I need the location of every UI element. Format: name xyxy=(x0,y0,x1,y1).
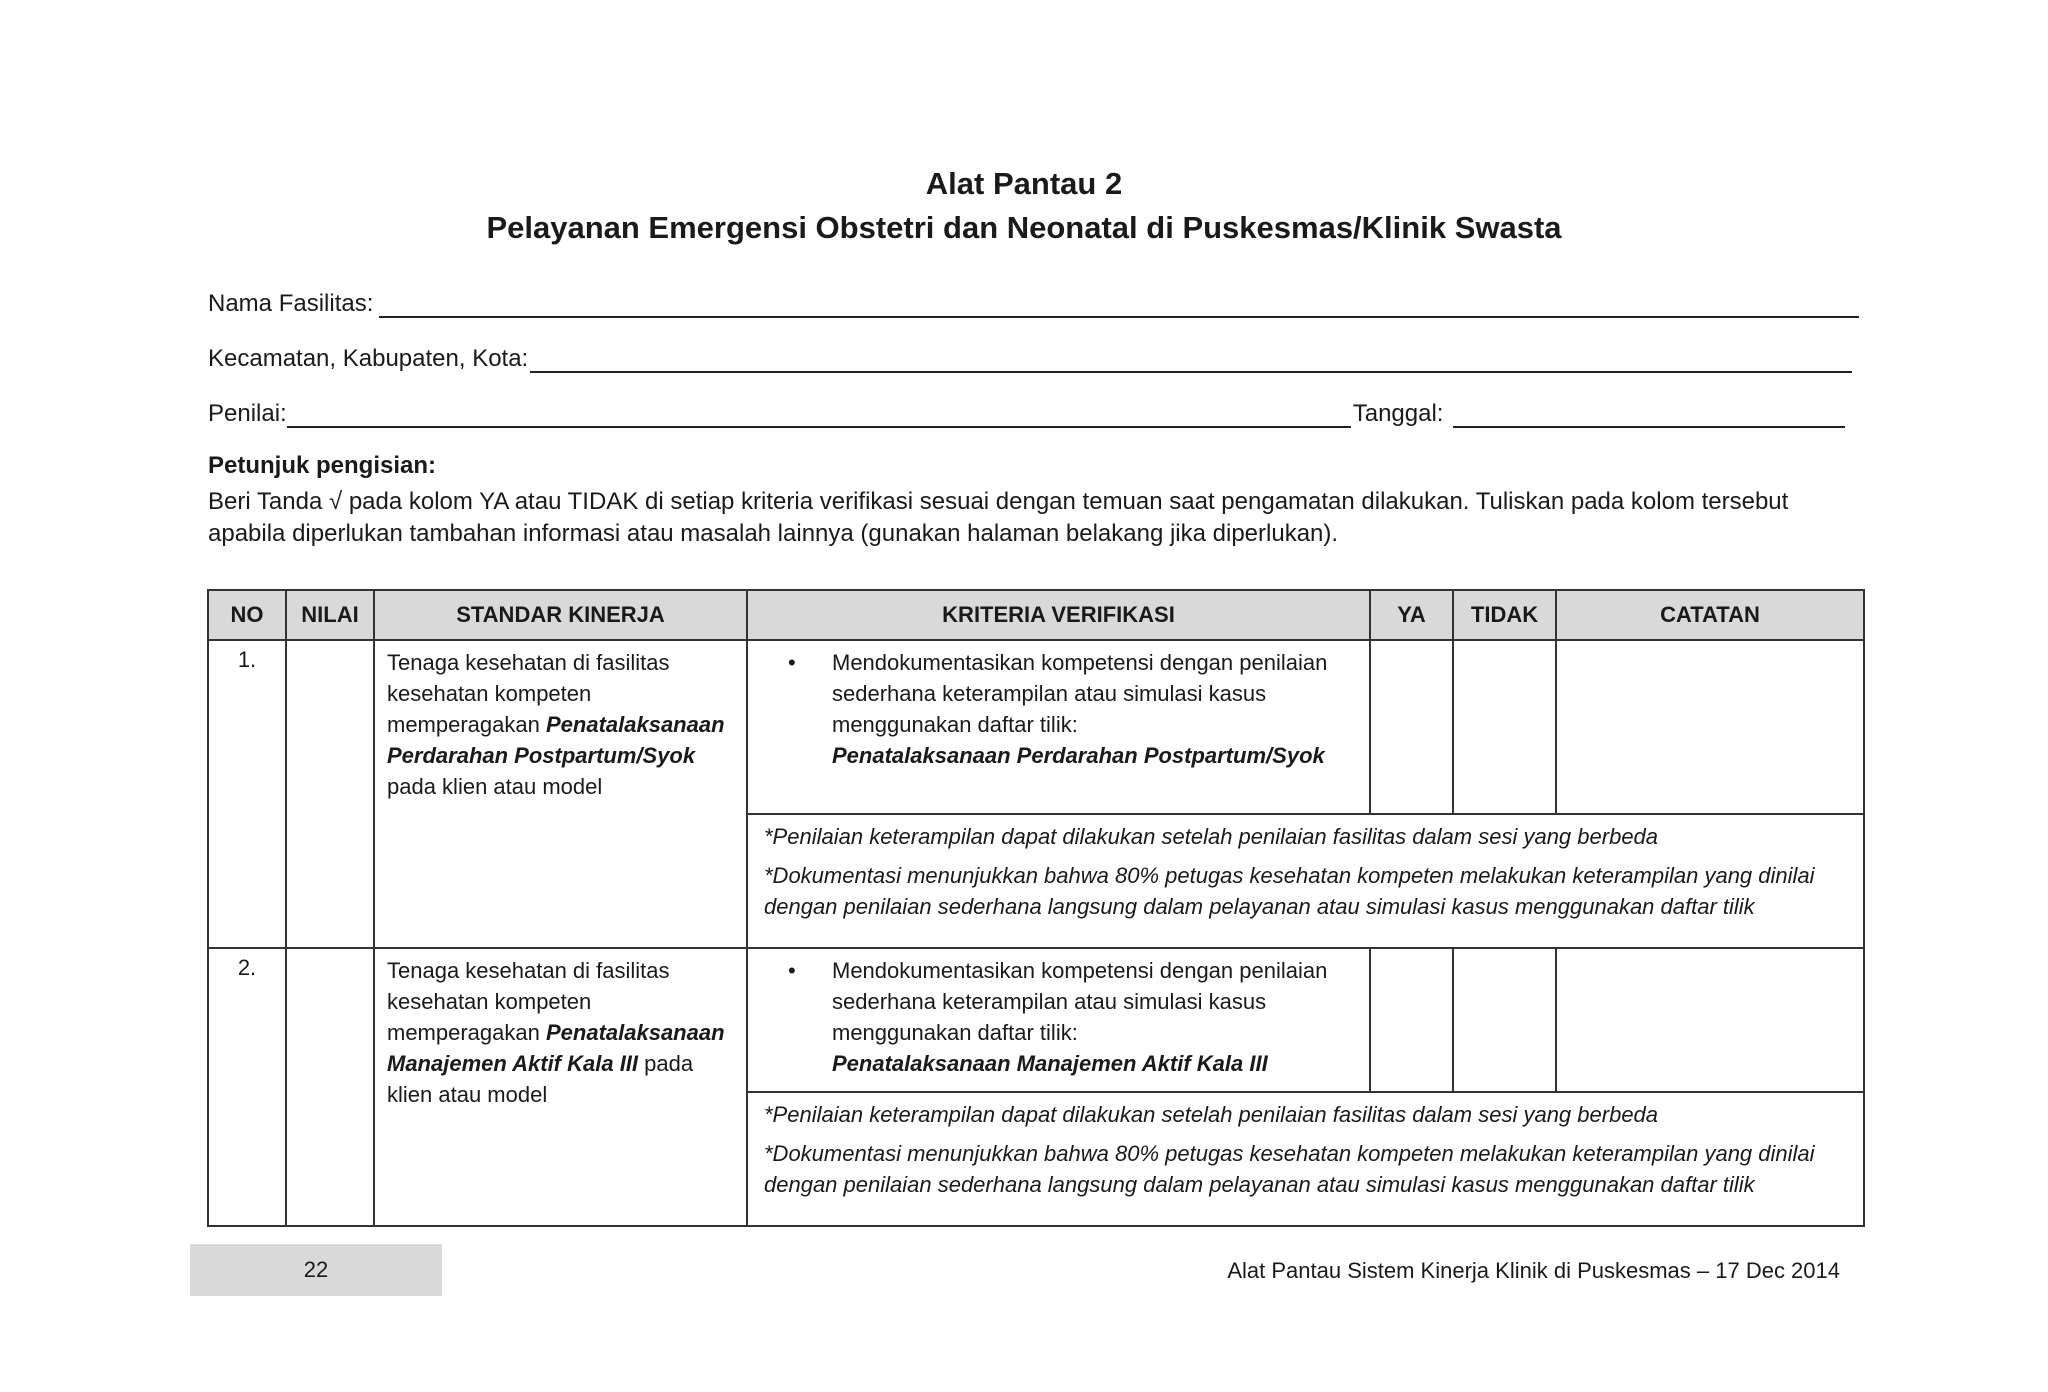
verification-table xyxy=(207,589,1865,1227)
standar-kinerja-cell xyxy=(374,948,747,1226)
header-kriteria-verifikasi: KRITERIA VERIFIKASI xyxy=(747,590,1370,640)
note-text: *Penilaian keterampilan dapat dilakukan setelah penilaian fasilitas dalam sesi yang berbeda xyxy=(764,824,1659,849)
page-title: Alat Pantau 2 xyxy=(925,166,1123,201)
facility-field xyxy=(208,290,1859,318)
row-number: 1. xyxy=(208,640,286,948)
kriteria-bold-text: Penatalaksanaan Perdarahan Postpartum/Syok xyxy=(832,743,1325,768)
header-nilai: NILAI xyxy=(286,590,374,640)
note-cell xyxy=(747,814,1864,948)
region-input-line[interactable] xyxy=(530,347,1852,373)
table-header-row xyxy=(208,590,1864,640)
bullet-icon: • xyxy=(788,650,796,675)
kriteria-text: Mendokumentasikan kompetensi dengan penilaian sederhana keterampilan atau simulasi kasus menggunakan daftar tilik: xyxy=(832,650,1328,737)
page-number: 22 xyxy=(190,1244,442,1296)
bullet-icon: • xyxy=(788,958,796,983)
instructions-heading: Petunjuk pengisian: xyxy=(208,452,437,479)
table-row xyxy=(208,948,1864,1092)
note-cell xyxy=(747,1092,1864,1226)
tidak-checkbox-cell[interactable] xyxy=(1453,948,1556,1092)
footer-doc-title: Alat Pantau Sistem Kinerja Klinik di Puskesmas – 17 Dec 2014 xyxy=(1227,1258,1840,1283)
kriteria-cell xyxy=(747,640,1370,814)
note-text: *Dokumentasi menunjukkan bahwa 80% petugas kesehatan kompeten melakukan keterampilan yang dinilai dengan penilaian sederhana langsung dalam pelayanan atau simulasi kasus menggunakan daftar tilik xyxy=(764,863,1815,919)
date-label: Tanggal: xyxy=(1352,400,1444,427)
note-text: *Dokumentasi menunjukkan bahwa 80% petugas kesehatan kompeten melakukan keterampilan yang dinilai dengan penilaian sederhana langsung dalam pelayanan atau simulasi kasus menggunakan daftar tilik xyxy=(764,1141,1815,1197)
header-no: NO xyxy=(208,590,286,640)
table-row xyxy=(208,640,1864,814)
facility-input-line[interactable] xyxy=(379,292,1859,318)
catatan-cell[interactable] xyxy=(1556,640,1864,814)
nilai-cell[interactable] xyxy=(286,948,374,1226)
catatan-cell[interactable] xyxy=(1556,948,1864,1092)
header-ya: YA xyxy=(1370,590,1453,640)
row-number: 2. xyxy=(208,948,286,1226)
assessor-label: Penilai: xyxy=(208,400,287,427)
assessor-date-field xyxy=(208,400,1845,428)
region-field xyxy=(208,345,1852,373)
standar-text: Tenaga kesehatan di fasilitas kesehatan kompeten memperagakan xyxy=(387,650,670,737)
header-catatan: CATATAN xyxy=(1556,590,1864,640)
ya-checkbox-cell[interactable] xyxy=(1370,640,1453,814)
region-label: Kecamatan, Kabupaten, Kota: xyxy=(208,345,529,372)
tidak-checkbox-cell[interactable] xyxy=(1453,640,1556,814)
standar-text-end: pada klien atau model xyxy=(387,774,603,799)
standar-bold-text: Penatalaksanaan Perdarahan Postpartum/Syok xyxy=(387,712,725,768)
facility-label: Nama Fasilitas: xyxy=(208,290,374,317)
kriteria-text: Mendokumentasikan kompetensi dengan penilaian sederhana keterampilan atau simulasi kasus menggunakan daftar tilik: xyxy=(832,958,1328,1045)
assessor-input-line[interactable] xyxy=(287,402,1351,428)
standar-text: Tenaga kesehatan di fasilitas kesehatan kompeten memperagakan xyxy=(387,958,670,1045)
ya-checkbox-cell[interactable] xyxy=(1370,948,1453,1092)
date-input-line[interactable] xyxy=(1453,402,1845,428)
kriteria-bold-text: Penatalaksanaan Manajemen Aktif Kala III xyxy=(832,1051,1268,1076)
kriteria-cell xyxy=(747,948,1370,1092)
instructions-body: Beri Tanda √ pada kolom YA atau TIDAK di setiap kriteria verifikasi sesuai dengan temuan saat pengamatan dilakukan. Tuliskan pada kolom tersebut apabila diperlukan tambahan informasi atau masalah lainnya (gunakan halaman belakang jika diperlukan). xyxy=(208,488,1789,547)
note-text: *Penilaian keterampilan dapat dilakukan setelah penilaian fasilitas dalam sesi yang berbeda xyxy=(764,1102,1659,1127)
nilai-cell[interactable] xyxy=(286,640,374,948)
header-standar-kinerja: STANDAR KINERJA xyxy=(374,590,747,640)
page-subtitle: Pelayanan Emergensi Obstetri dan Neonatal di Puskesmas/Klinik Swasta xyxy=(486,210,1562,245)
header-tidak: TIDAK xyxy=(1453,590,1556,640)
standar-bold-text: Penatalaksanaan Manajemen Aktif Kala III xyxy=(387,1020,725,1076)
standar-kinerja-cell xyxy=(374,640,747,948)
standar-text-end: pada klien atau model xyxy=(387,1051,694,1107)
